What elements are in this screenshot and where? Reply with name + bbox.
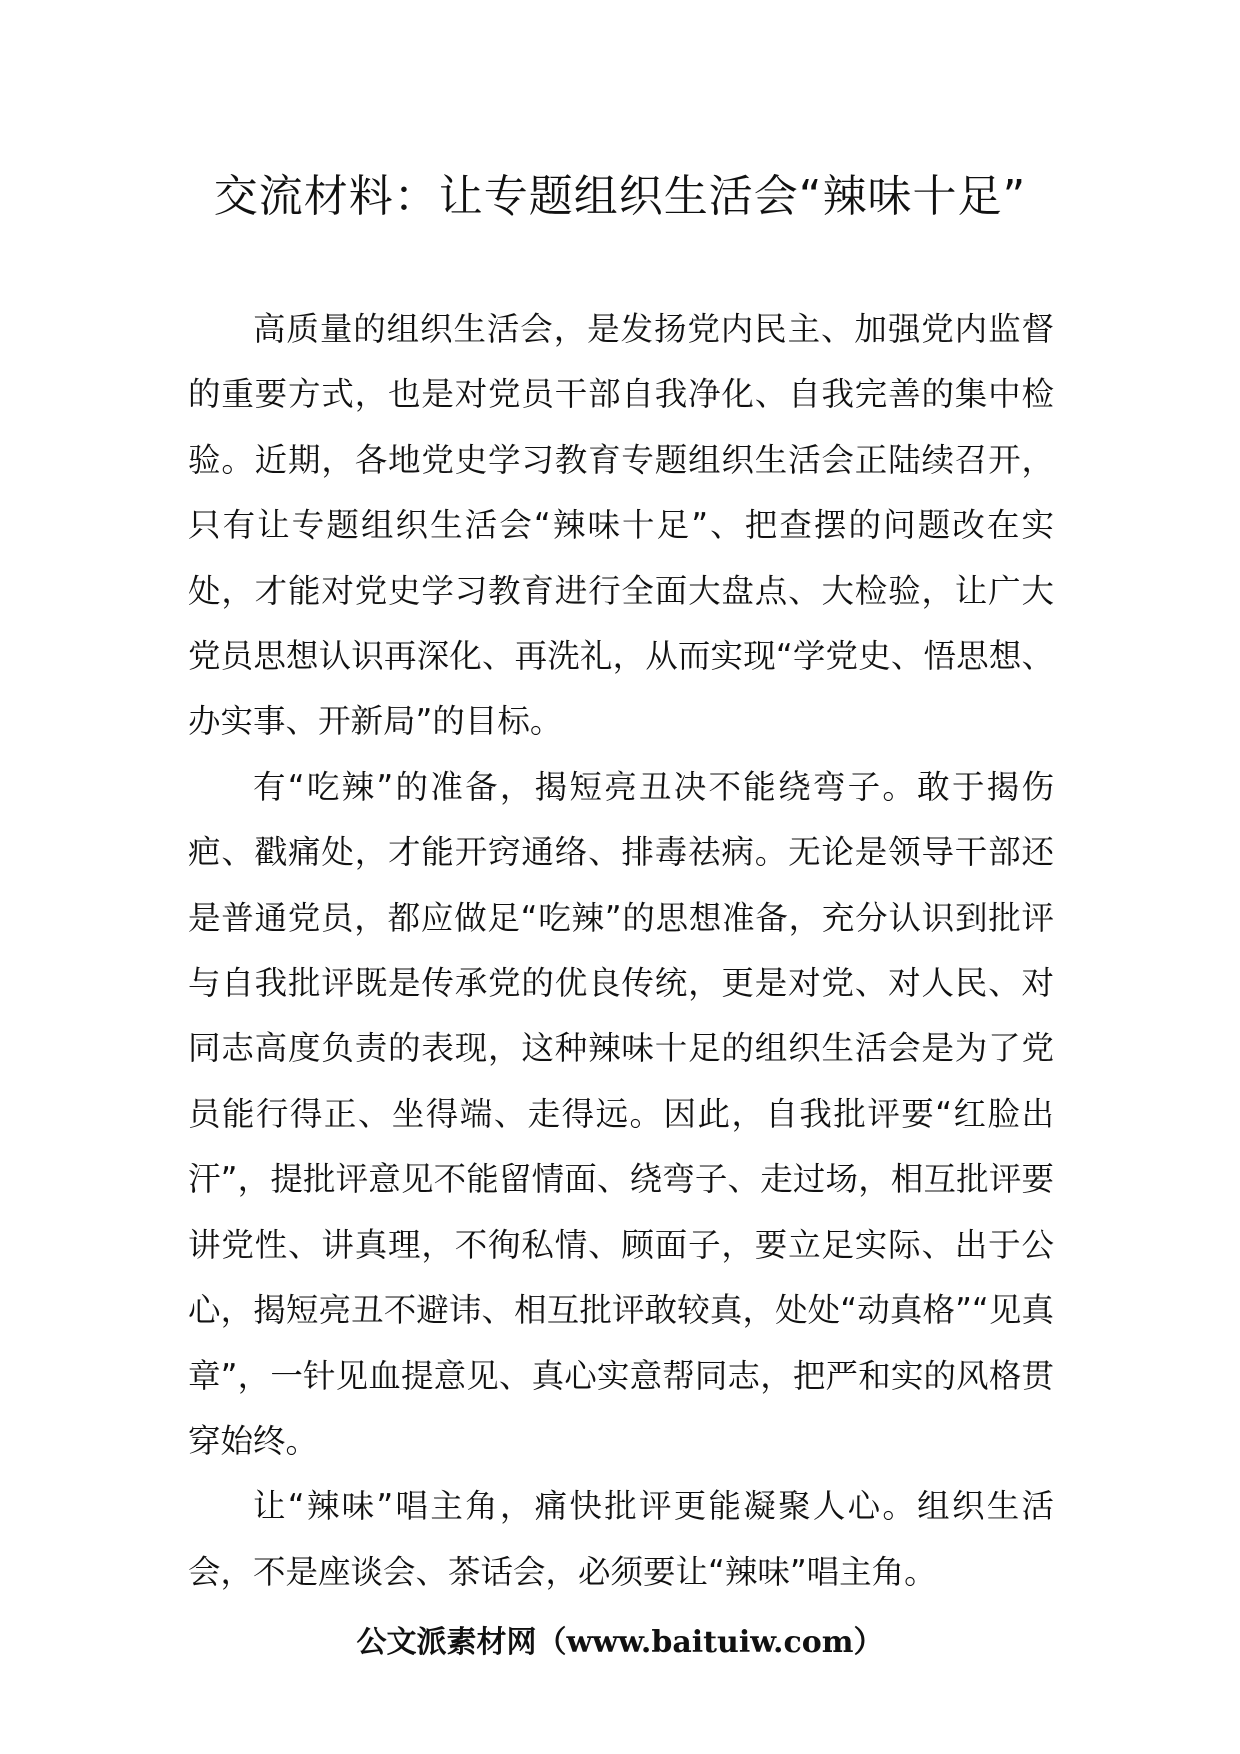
paragraph-3: 让“辣味”唱主角，痛快批评更能凝聚人心。组织生活会，不是座谈会、茶话会，必须要让“辣味”唱主角。 [188,1487,1054,1591]
paragraph-2: 有“吃辣”的准备，揭短亮丑决不能绕弯子。敢于揭伤疤、戳痛处，才能开窍通络、排毒祛病。无论是领导干部还是普通党员，都应做足“吃辣”的思想准备，充分认识到批评与自我批评既是传承党的优良传统，更是对党、对人民、对同志高度负责的表现，这种辣味十足的组织生活会是为了党员能行得正、坐得端、走得远。因此，自我批评要“红脸出汗”，提批评意见不能留情面、绕弯子、走过场，相互批评要讲党性、讲真理，不徇私情、顾面子，要立足实际、出于公心，揭短亮丑不避讳、相互批评敢较真，处处“动真格”“见真章”，一针见血提意见、真心实意帮同志，把严和实的风格贯穿始终。 [188,767,1054,1460]
document-title: 交流材料：让专题组织生活会“辣味十足” [213,171,1027,222]
document-body [188,297,1054,1605]
footer-watermark: 公文派素材网（www.baituiw.com） [356,1625,884,1660]
paragraph-1: 高质量的组织生活会，是发扬党内民主、加强党内监督的重要方式，也是对党员干部自我净化、自我完善的集中检验。近期，各地党史学习教育专题组织生活会正陆续召开，只有让专题组织生活会“辣味十足”、把查摆的问题改在实处，才能对党史学习教育进行全面大盘点、大检验，让广大党员思想认识再深化、再洗礼，从而实现“学党史、悟思想、办实事、开新局”的目标。 [188,310,1054,741]
